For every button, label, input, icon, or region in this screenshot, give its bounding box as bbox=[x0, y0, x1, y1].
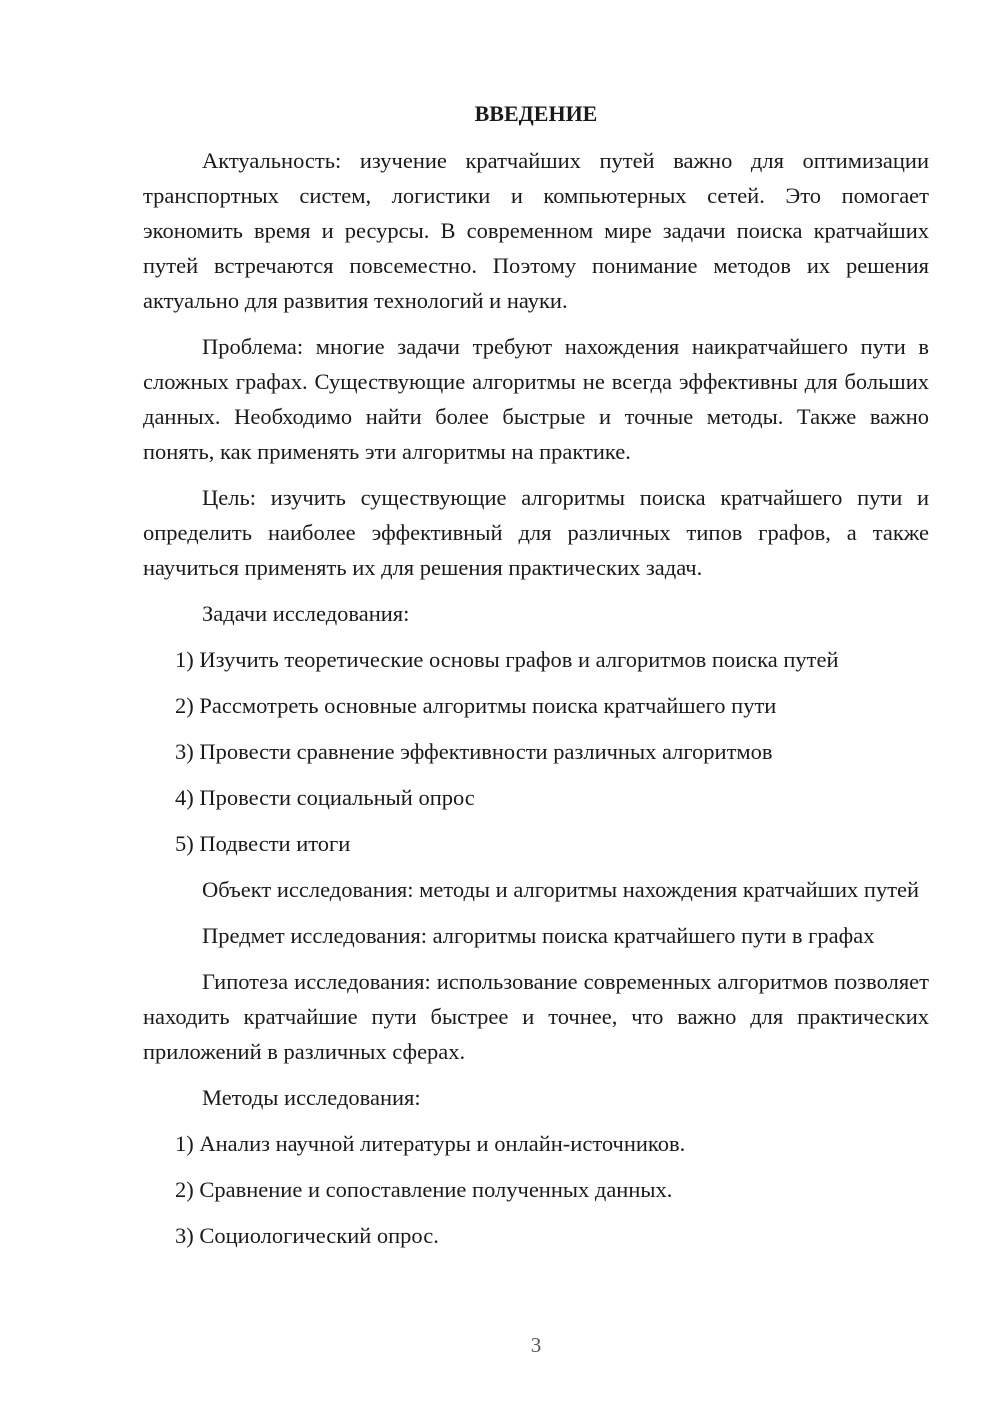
problem-paragraph: Проблема: многие задачи требуют нахождения наикратчайшего пути в сложных графах. Существующие алгоритмы не всегда эффективны для больших данных. Необходимо найти более быстрые и точные методы. Также важно понять, как применять эти алгоритмы на практике. bbox=[143, 334, 929, 464]
task-item: 5) Подвести итоги bbox=[175, 831, 351, 856]
task-item: 3) Провести сравнение эффективности различных алгоритмов bbox=[175, 739, 773, 764]
section-title: ВВЕДЕНИЕ bbox=[474, 101, 598, 126]
object-paragraph: Объект исследования: методы и алгоритмы нахождения кратчайших путей bbox=[202, 877, 920, 902]
tasks-heading: Задачи исследования: bbox=[202, 601, 410, 626]
method-item: 1) Анализ научной литературы и онлайн-источников. bbox=[175, 1131, 686, 1156]
hypothesis-paragraph: Гипотеза исследования: использование современных алгоритмов позволяет находить кратчайшие пути быстрее и точнее, что важно для практических приложений в различных сферах. bbox=[143, 969, 929, 1064]
task-item: 4) Провести социальный опрос bbox=[175, 785, 475, 810]
document-page bbox=[143, 96, 929, 1264]
methods-heading: Методы исследования: bbox=[202, 1085, 421, 1110]
method-item: 3) Социологический опрос. bbox=[175, 1223, 439, 1248]
task-item: 1) Изучить теоретические основы графов и алгоритмов поиска путей bbox=[175, 647, 839, 672]
page-number: 3 bbox=[530, 1333, 542, 1357]
task-item: 2) Рассмотреть основные алгоритмы поиска кратчайшего пути bbox=[175, 693, 777, 718]
method-item: 2) Сравнение и сопоставление полученных данных. bbox=[175, 1177, 673, 1202]
goal-paragraph: Цель: изучить существующие алгоритмы поиска кратчайшего пути и определить наиболее эффективный для различных типов графов, а также научиться применять их для решения практических задач. bbox=[143, 485, 929, 580]
relevance-paragraph: Актуальность: изучение кратчайших путей важно для оптимизации транспортных систем, логистики и компьютерных сетей. Это помогает экономить время и ресурсы. В современном мире задачи поиска кратчайших путей встречаются повсеместно. Поэтому понимание методов их решения актуально для развития технологий и науки. bbox=[143, 148, 929, 313]
subject-paragraph: Предмет исследования: алгоритмы поиска кратчайшего пути в графах bbox=[202, 923, 875, 948]
